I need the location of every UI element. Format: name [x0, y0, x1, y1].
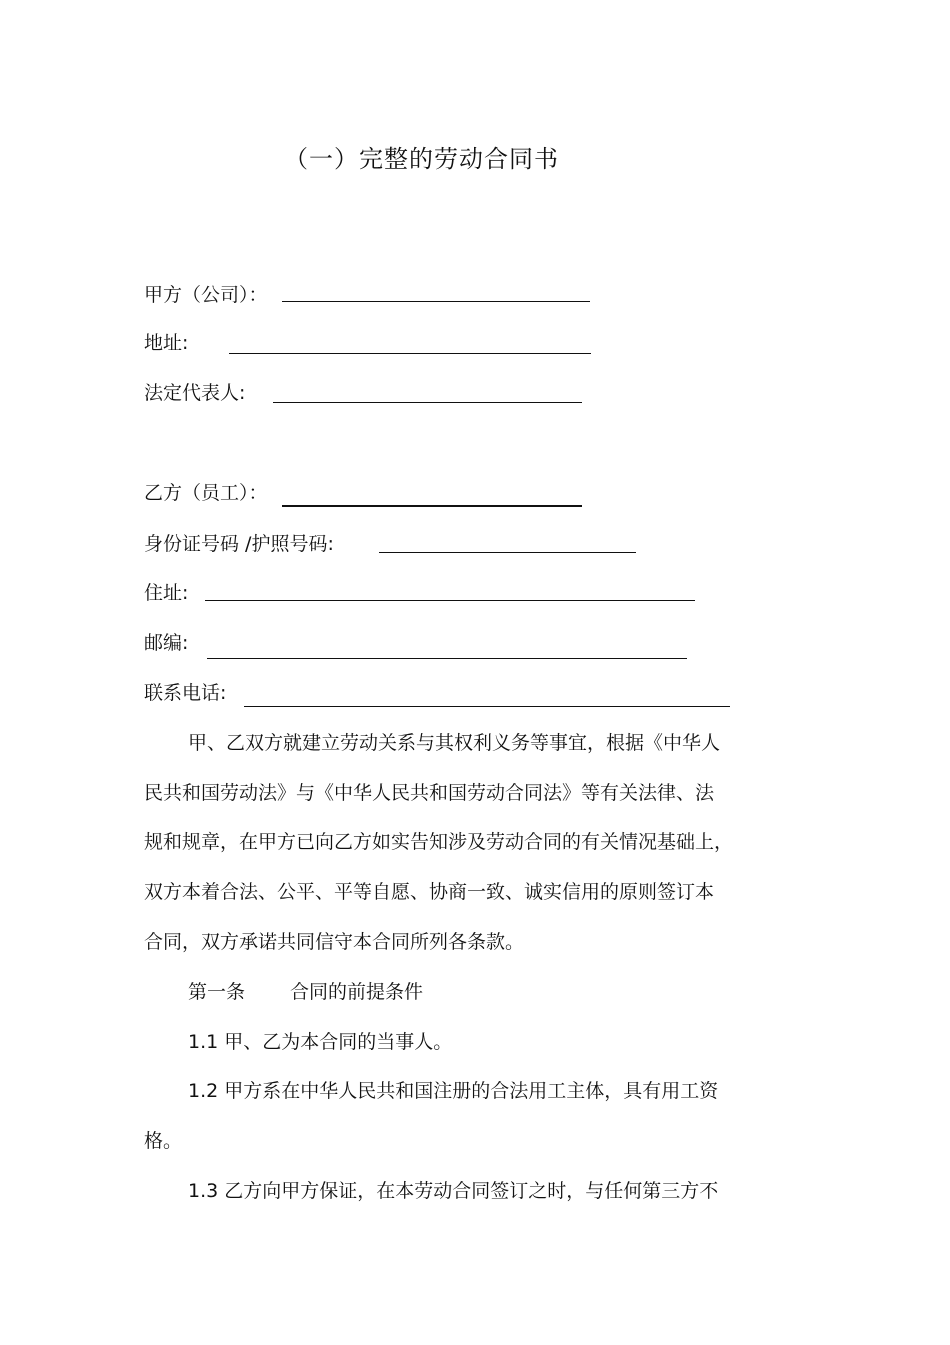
- party-b-postcode-label: 邮编:: [144, 632, 189, 654]
- party-a-company-blank[interactable]: [282, 301, 590, 302]
- party-b-employee-label: 乙方（员工）：: [144, 482, 268, 504]
- party-b-employee-blank[interactable]: [282, 505, 582, 507]
- party-a-legal-rep-label: 法定代表人:: [144, 382, 246, 404]
- clause-1-3-line: 1.3 乙方向甲方保证，在本劳动合同签订之时，与任何第三方不: [188, 1180, 719, 1202]
- party-a-legal-rep-blank[interactable]: [273, 402, 582, 403]
- party-a-address-label: 地址:: [144, 332, 189, 354]
- party-b-residence-blank[interactable]: [205, 600, 695, 601]
- preamble-line: 合同，双方承诺共同信守本合同所列各条款。: [144, 931, 525, 953]
- article-1-title: 合同的前提条件: [290, 981, 424, 1003]
- party-a-company-label: 甲方（公司）：: [144, 284, 268, 306]
- party-b-residence-label: 住址:: [144, 582, 189, 604]
- preamble-line: 甲、乙双方就建立劳动关系与其权利义务等事宜，根据《中华人: [188, 732, 721, 754]
- preamble-line: 规和规章，在甲方已向乙方如实告知涉及劳动合同的有关情况基础上，: [144, 831, 734, 853]
- preamble-line: 双方本着合法、公平、平等自愿、协商一致、诚实信用的原则签订本: [144, 881, 715, 903]
- document-title: （一）完整的劳动合同书: [284, 145, 559, 173]
- party-b-id-blank[interactable]: [379, 552, 636, 553]
- party-a-address-blank[interactable]: [229, 353, 591, 354]
- party-b-phone-label: 联系电话:: [144, 682, 227, 704]
- party-b-id-label: 身份证号码 /护照号码:: [144, 533, 334, 555]
- clause-1-1: 1.1 甲、乙为本合同的当事人。: [188, 1031, 453, 1053]
- party-b-postcode-blank[interactable]: [207, 658, 687, 659]
- article-1-number: 第一条: [188, 981, 246, 1003]
- clause-1-2-line: 格。: [144, 1130, 183, 1152]
- clause-1-2-line: 1.2 甲方系在中华人民共和国注册的合法用工主体，具有用工资: [188, 1080, 719, 1102]
- preamble-line: 民共和国劳动法》与《中华人民共和国劳动合同法》等有关法律、法: [144, 782, 715, 804]
- party-b-phone-blank[interactable]: [244, 706, 730, 707]
